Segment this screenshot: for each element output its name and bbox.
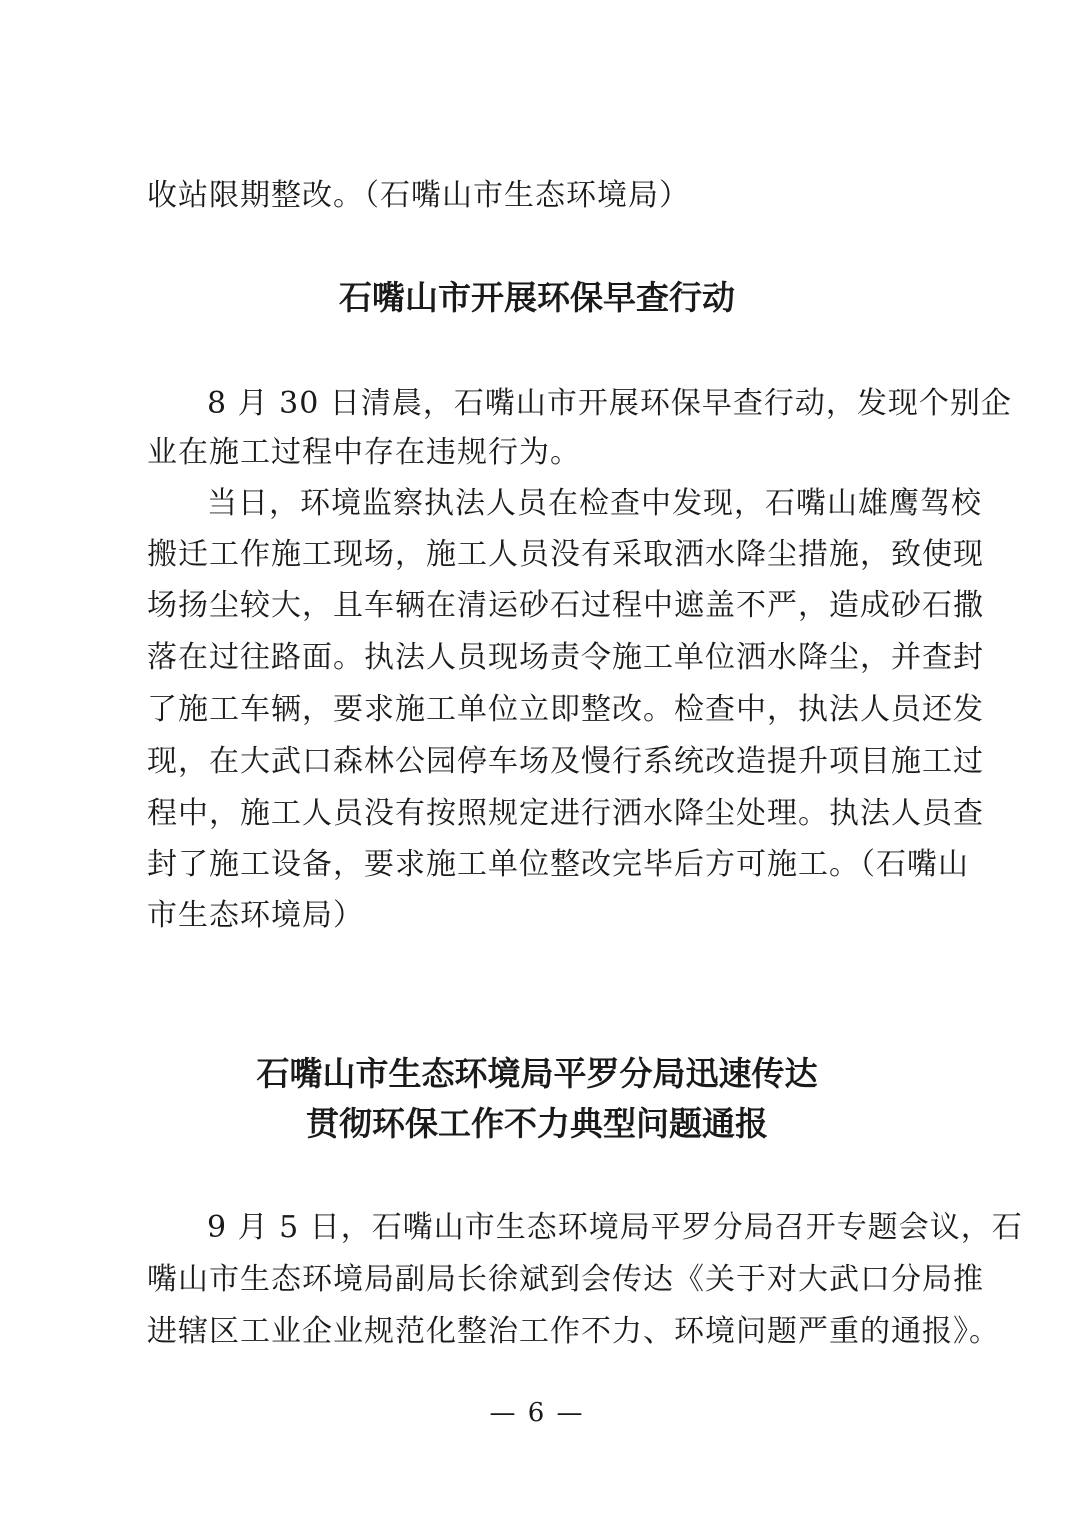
- section1-p1-line2: 业在施工过程中存在违规行为。: [147, 435, 581, 470]
- section2-title-line2: 贯彻环保工作不力典型问题通报: [306, 1104, 768, 1143]
- section2-title-line1: 石嘴山市生态环境局平罗分局迅速传达: [256, 1054, 818, 1093]
- section2-p1-line1: 9 月 5 日，石嘴山市生态环境局平罗分局召开专题会议，石: [207, 1210, 1023, 1245]
- section1-p2-line8: 封了施工设备，要求施工单位整改完毕后方可施工。（石嘴山: [147, 847, 969, 882]
- section2-p1-line2: 嘴山市生态环境局副局长徐斌到会传达《关于对大武口分局推: [147, 1262, 984, 1297]
- section1-p2-line4: 落在过往路面。执法人员现场责令施工单位洒水降尘，并查封: [147, 640, 984, 675]
- section1-p2-line2: 搬迁工作施工现场，施工人员没有采取洒水降尘措施，致使现: [147, 537, 984, 572]
- section1-p1-line1: 8 月 30 日清晨，石嘴山市开展环保早查行动，发现个别企: [207, 386, 1012, 421]
- intro-line: 收站限期整改。（石嘴山市生态环境局）: [147, 178, 690, 213]
- section1-p2-line5: 了施工车辆，要求施工单位立即整改。检查中，执法人员还发: [147, 692, 984, 727]
- section1-p2-line7: 程中，施工人员没有按照规定进行洒水降尘处理。执法人员查: [147, 796, 984, 831]
- section2-p1-line3: 进辖区工业企业规范化整治工作不力、环境问题严重的通报》。: [147, 1314, 1000, 1349]
- section1-p2-line9: 市生态环境局）: [147, 898, 364, 933]
- section1-title: 石嘴山市开展环保早查行动: [339, 278, 735, 317]
- section1-p2-line3: 场扬尘较大，且车辆在清运砂石过程中遮盖不严，造成砂石撒: [147, 588, 984, 623]
- section1-p2-line6: 现，在大武口森林公园停车场及慢行系统改造提升项目施工过: [147, 744, 984, 779]
- section1-p2-line1: 当日，环境监察执法人员在检查中发现，石嘴山雄鹰驾校: [207, 486, 982, 521]
- page-number: — 6 —: [489, 1398, 585, 1428]
